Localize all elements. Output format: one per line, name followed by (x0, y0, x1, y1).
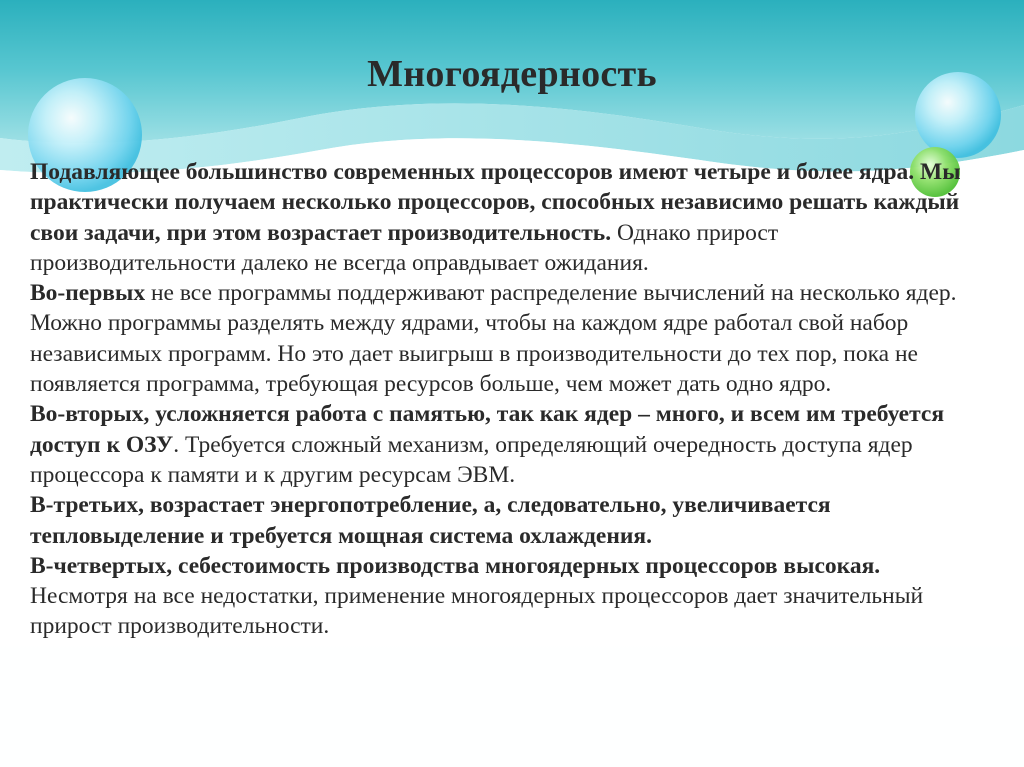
slide-body (30, 157, 980, 642)
paragraph-first-bold: Во-первых (30, 280, 146, 307)
paragraph-second-bold: Во-вторых, усложняется работа с памятью, так как ядер – много, и всем им требуется доступ к ОЗУ (30, 401, 945, 458)
paragraph-second (30, 399, 980, 490)
paragraph-first-normal: не все программы поддерживают распределение вычислений на несколько ядер. Можно программы разделять между ядрами, чтобы на каждом ядре работал свой набор независимых программ. Но это дает выигрыш в производительности до тех пор, пока не появляется программа, требующая ресурсов больше, чем может дать одно ядро. (30, 280, 957, 398)
paragraph-second-normal: . Требуется сложный механизм, определяющий очередность доступа ядер процессора к памяти и к другим ресурсам ЭВМ. (30, 431, 913, 488)
paragraph-fourth (30, 551, 980, 642)
paragraph-intro-normal: Однако прирост производительности далеко не всегда оправдывает ожидания. (30, 219, 779, 276)
paragraph-third (30, 490, 980, 551)
paragraph-intro-bold: Подавляющее большинство современных процессоров имеют четыре и более ядра. Мы практически получаем несколько процессоров, способных независимо решать каждый свои задачи, при этом возрастает производительность. (30, 159, 961, 246)
paragraph-first (30, 278, 980, 399)
slide-title: Многоядерность (367, 53, 657, 95)
paragraph-fourth-bold: В-четвертых, себестоимость производства многоядерных процессоров высокая. (30, 552, 881, 579)
paragraph-intro (30, 157, 980, 278)
paragraph-fourth-normal: Несмотря на все недостатки, применение многоядерных процессоров дает значительный прирост производительности. (30, 583, 924, 640)
paragraph-third-bold: В-третьих, возрастает энергопотребление, а, следовательно, увеличивается тепловыделение и требуется мощная система охлаждения. (30, 492, 831, 549)
